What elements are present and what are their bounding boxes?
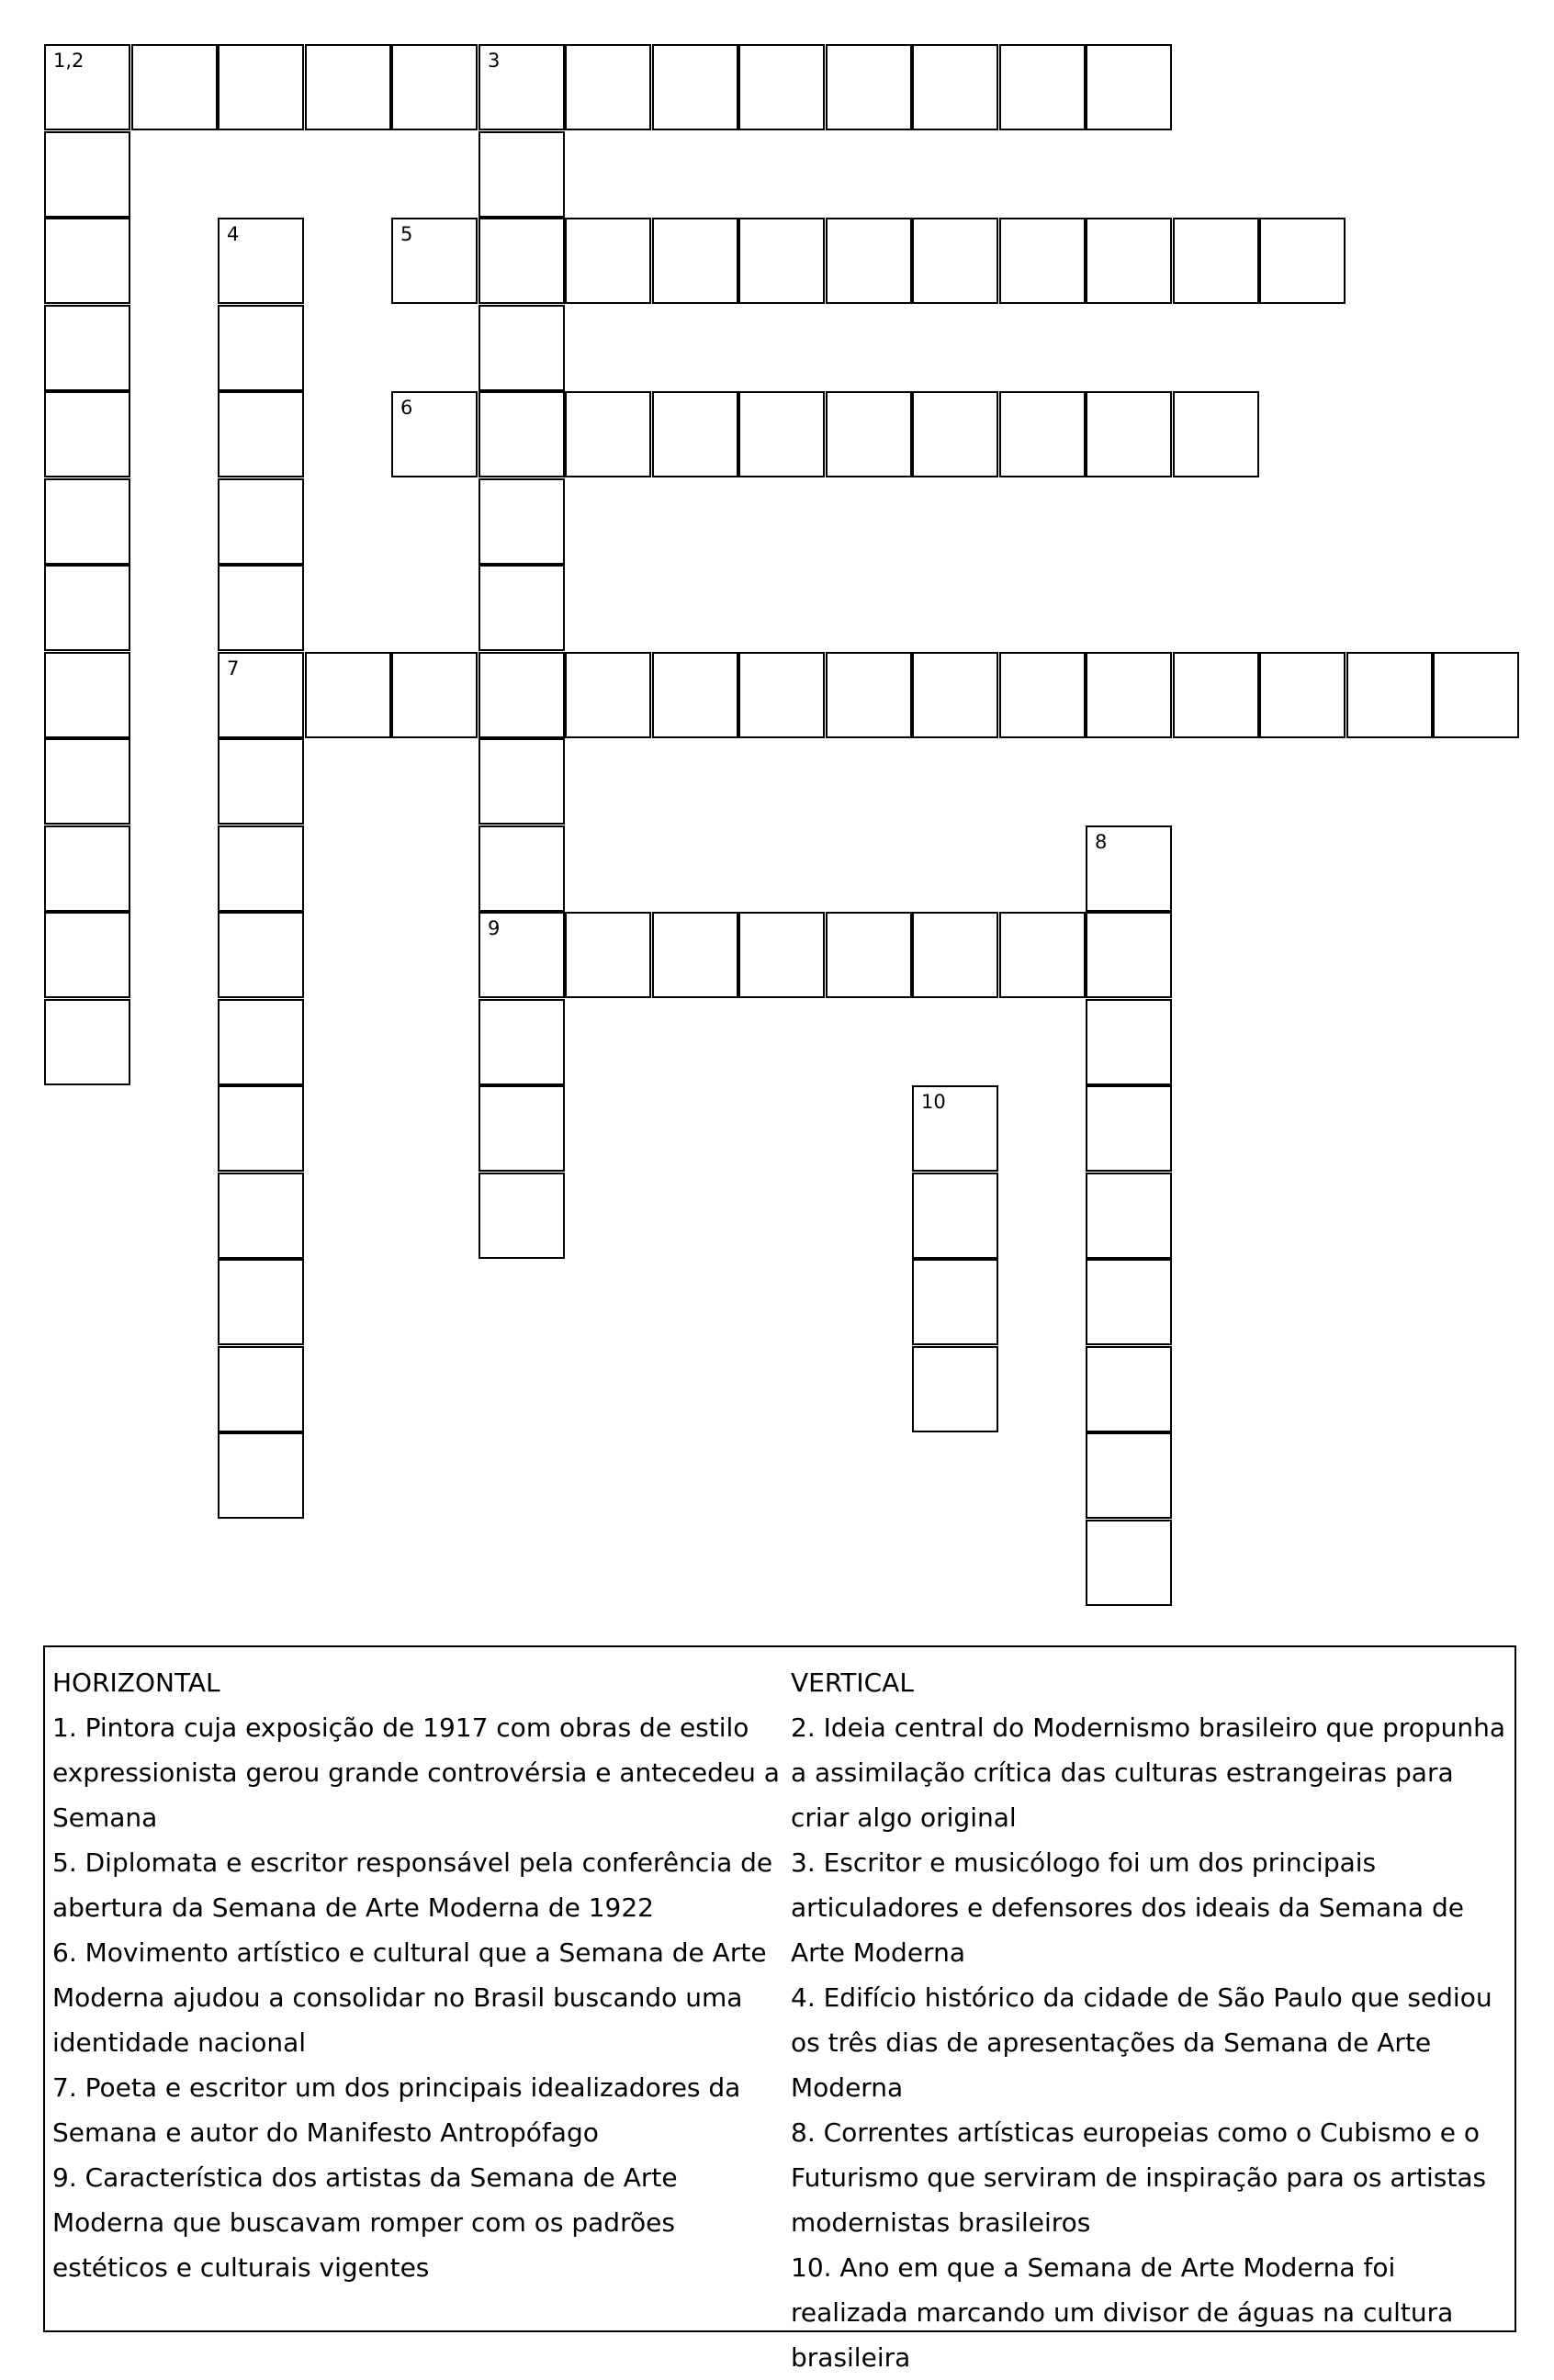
crossword-cell[interactable] [565,652,651,738]
clue-v-4: 4. Edifício histórico da cidade de São Paulo que sediou os três dias de apresentações da Semana de Arte Moderna [791,1982,1492,2103]
crossword-cell[interactable] [479,305,565,391]
crossword-cell[interactable] [652,912,738,998]
crossword-cell[interactable] [738,391,825,477]
clue-number: 8 [1095,831,1108,853]
crossword-cell[interactable] [652,218,738,304]
crossword-cell[interactable] [218,218,304,304]
crossword-cell[interactable] [218,999,304,1085]
crossword-cell[interactable] [1173,391,1259,477]
horizontal-heading: HORIZONTAL [52,1667,220,1698]
crossword-cell[interactable] [218,44,304,130]
crossword-cell[interactable] [1086,825,1172,912]
clue-h-5: 5. Diplomata e escritor responsável pela conferência de abertura da Semana de Arte Moderna de 1922 [52,1847,773,1923]
crossword-cell[interactable] [479,44,565,130]
crossword-cell[interactable] [479,218,565,304]
crossword-cell[interactable] [479,825,565,912]
crossword-cell[interactable] [218,652,304,738]
crossword-cell[interactable] [652,391,738,477]
crossword-cell[interactable] [999,391,1086,477]
crossword-cell[interactable] [218,478,304,565]
crossword-cell[interactable] [44,478,130,565]
crossword-cell[interactable] [912,652,998,738]
crossword-cell[interactable] [44,391,130,477]
crossword-cell[interactable] [652,652,738,738]
crossword-cell[interactable] [565,44,651,130]
crossword-cell[interactable] [391,44,478,130]
crossword-cell[interactable] [1086,44,1172,130]
clue-number: 4 [227,223,240,245]
clue-h-6: 6. Movimento artístico e cultural que a Semana de Arte Moderna ajudou a consolidar no Brasil buscando uma identidade nacional [52,1937,767,2058]
crossword-cell[interactable] [218,1173,304,1259]
horizontal-clues [52,1660,787,2290]
crossword-cell[interactable] [1259,652,1346,738]
crossword-cell[interactable] [999,218,1086,304]
crossword-cell[interactable] [218,825,304,912]
crossword-cell[interactable] [479,478,565,565]
crossword-cell[interactable] [1086,652,1172,738]
crossword-cell[interactable] [479,738,565,825]
clue-v-8: 8. Correntes artísticas europeias como o Cubismo e o Futurismo que serviram de inspiração para os artistas modernistas brasileiros [791,2117,1487,2238]
crossword-cell[interactable] [391,391,478,477]
crossword-cell[interactable] [999,44,1086,130]
crossword-cell[interactable] [1086,999,1172,1085]
crossword-cell[interactable] [1086,912,1172,998]
crossword-cell[interactable] [1346,652,1433,738]
crossword-cell[interactable] [826,44,912,130]
crossword-cell[interactable] [912,1259,998,1345]
crossword-cell[interactable] [44,912,130,998]
crossword-cell[interactable] [1173,218,1259,304]
vertical-heading: VERTICAL [791,1667,914,1698]
clue-h-7: 7. Poeta e escritor um dos principais idealizadores da Semana e autor do Manifesto Antropófago [52,2072,741,2148]
crossword-cell[interactable] [912,1085,998,1172]
crossword-cell[interactable] [1086,1173,1172,1259]
crossword-cell[interactable] [479,912,565,998]
clue-number: 10 [921,1091,946,1113]
clue-v-2: 2. Ideia central do Modernismo brasileiro que propunha a assimilação crítica das culturas estrangeiras para criar algo original [791,1712,1506,1833]
clues-box [43,1645,1516,2373]
crossword-cell[interactable] [826,391,912,477]
crossword-cell[interactable] [912,912,998,998]
vertical-clues [791,1660,1516,2380]
crossword-cell[interactable] [912,1173,998,1259]
crossword-cell[interactable] [479,652,565,738]
crossword-cell[interactable] [44,565,130,651]
crossword-cell[interactable] [391,652,478,738]
crossword-cell[interactable] [44,305,130,391]
crossword-cell[interactable] [999,912,1086,998]
crossword-cell[interactable] [44,44,130,130]
crossword-cell[interactable] [305,44,391,130]
crossword-cell[interactable] [652,44,738,130]
crossword-cell[interactable] [479,1085,565,1172]
crossword-cell[interactable] [391,218,478,304]
crossword-cell[interactable] [218,1432,304,1519]
crossword-cell[interactable] [738,44,825,130]
crossword-cell[interactable] [1086,391,1172,477]
crossword-cell[interactable] [999,652,1086,738]
crossword-cell[interactable] [131,44,218,130]
crossword-cell[interactable] [218,565,304,651]
crossword-cell[interactable] [44,131,130,218]
crossword-cell[interactable] [479,1173,565,1259]
crossword-cell[interactable] [218,1346,304,1432]
crossword-cell[interactable] [44,738,130,825]
clue-number: 1,2 [53,50,84,72]
crossword-cell[interactable] [1086,1520,1172,1606]
crossword-cell[interactable] [479,999,565,1085]
clue-v-3: 3. Escritor e musicólogo foi um dos principais articuladores e defensores dos ideais da Semana de Arte Moderna [791,1847,1464,1968]
clue-v-10: 10. Ano em que a Semana de Arte Moderna foi realizada marcando um divisor de águas na cultura brasileira [791,2252,1454,2373]
crossword-cell[interactable] [565,218,651,304]
crossword-cell[interactable] [1433,652,1519,738]
crossword-cell[interactable] [218,305,304,391]
crossword-cell[interactable] [1086,1346,1172,1432]
crossword-cell[interactable] [218,1259,304,1345]
clue-h-1: 1. Pintora cuja exposição de 1917 com obras de estilo expressionista gerou grande controvérsia e antecedeu a Semana [52,1712,780,1833]
crossword-cell[interactable] [1259,218,1346,304]
crossword-cell[interactable] [826,652,912,738]
clue-number: 5 [400,223,413,245]
clue-number: 7 [227,657,240,679]
crossword-cell[interactable] [479,565,565,651]
crossword-cell[interactable] [1086,218,1172,304]
crossword-cell[interactable] [565,391,651,477]
crossword-cell[interactable] [826,912,912,998]
crossword-cell[interactable] [44,218,130,304]
clue-h-9: 9. Característica dos artistas da Semana de Arte Moderna que buscavam romper com os padrões estéticos e culturais vigentes [52,2162,678,2283]
crossword-cell[interactable] [738,912,825,998]
crossword-cell[interactable] [738,218,825,304]
clue-number: 9 [488,917,501,939]
crossword-cell[interactable] [565,912,651,998]
crossword-cell[interactable] [218,391,304,477]
crossword-cell[interactable] [44,999,130,1085]
crossword-cell[interactable] [826,218,912,304]
crossword-cell[interactable] [479,131,565,218]
crossword-cell[interactable] [44,825,130,912]
crossword-cell[interactable] [912,1346,998,1432]
crossword-cell[interactable] [912,218,998,304]
crossword-cell[interactable] [912,391,998,477]
crossword-cell[interactable] [479,391,565,477]
clue-number: 3 [488,50,501,72]
crossword-cell[interactable] [218,738,304,825]
crossword-cell[interactable] [218,912,304,998]
crossword-cell[interactable] [1173,652,1259,738]
crossword-cell[interactable] [1086,1259,1172,1345]
crossword-cell[interactable] [1086,1432,1172,1519]
crossword-cell[interactable] [1086,1085,1172,1172]
crossword-cell[interactable] [912,44,998,130]
crossword-cell[interactable] [305,652,391,738]
crossword-cell[interactable] [44,652,130,738]
crossword-cell[interactable] [738,652,825,738]
crossword-cell[interactable] [218,1085,304,1172]
clue-number: 6 [400,397,413,419]
